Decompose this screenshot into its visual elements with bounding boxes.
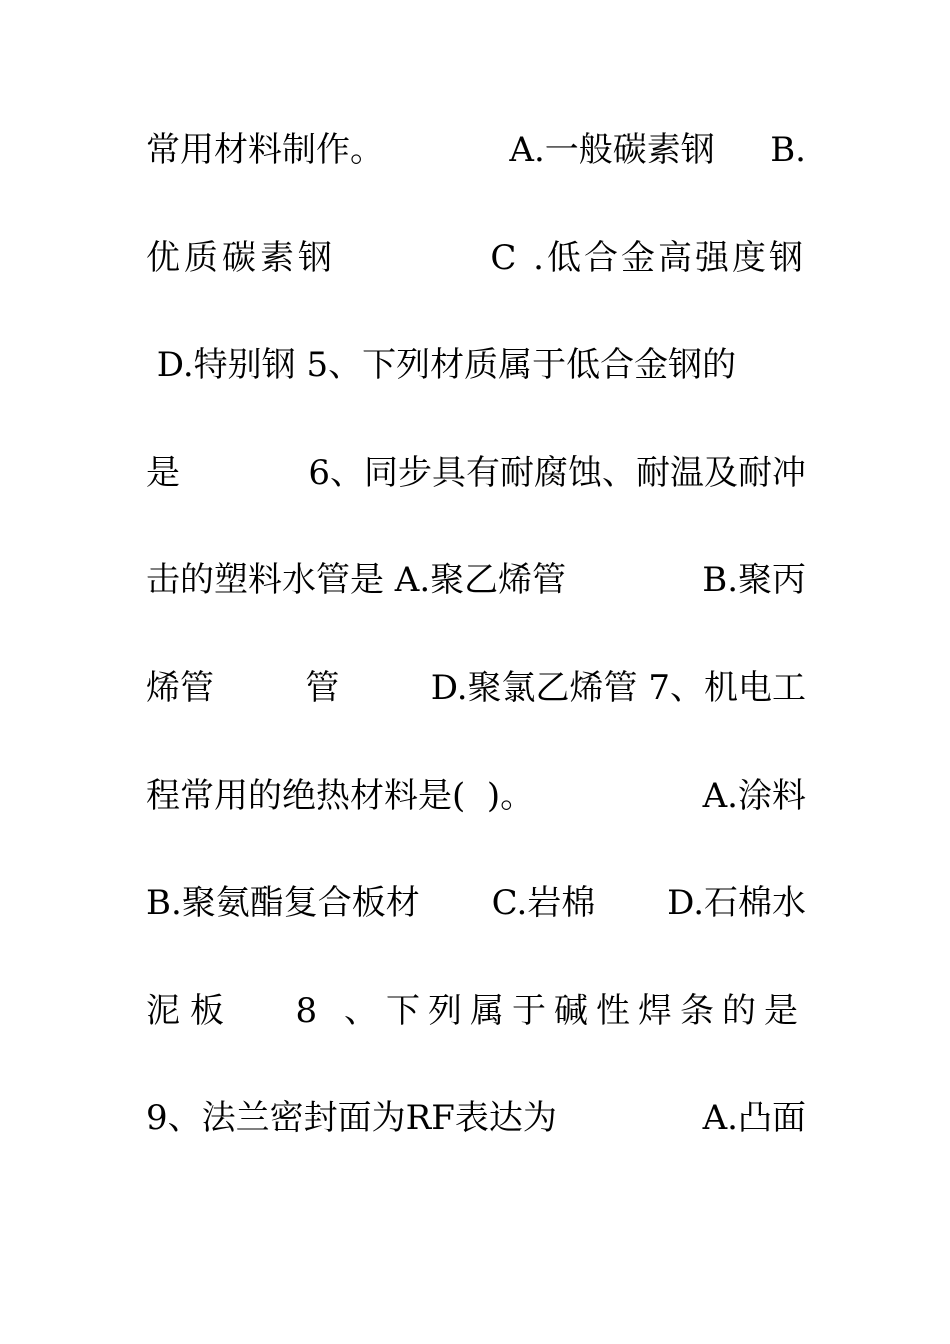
text-segment: D.聚氯乙烯管 7、机电工 <box>430 667 806 708</box>
text-line <box>146 656 806 764</box>
text-segment: D.特别钢 5、下列材质属于低合金钢的 <box>146 345 737 386</box>
text-segment: 9、法兰密封面为RF表达为 <box>146 1098 557 1139</box>
text-line <box>146 1086 806 1194</box>
text-segment: B.聚氨酯复合板材 <box>146 883 420 924</box>
text-line <box>146 871 806 979</box>
text-segment: C .低合金高强度钢 <box>490 237 806 278</box>
text-line <box>146 548 806 656</box>
text-segment: 8 、下列属于碱性焊条的是 <box>295 990 806 1031</box>
text-segment: 优质碳素钢 <box>146 237 336 278</box>
text-segment: A.涂料 <box>702 775 806 816</box>
text-segment: 程常用的绝热材料是( )。 <box>146 775 535 816</box>
text-line <box>146 118 806 226</box>
text-line <box>146 764 806 872</box>
text-segment: 泥板 <box>146 990 234 1031</box>
text-segment: 管 <box>305 667 340 708</box>
text-line <box>146 441 806 549</box>
text-segment: A.一般碳素钢 <box>509 130 715 170</box>
text-segment: B. <box>770 130 806 170</box>
text-segment: 烯管 <box>146 667 214 708</box>
text-segment: 6、同步具有耐腐蚀、耐温及耐冲 <box>308 452 806 493</box>
text-segment: D.石棉水 <box>667 883 806 924</box>
body-text <box>146 118 806 1194</box>
text-line <box>146 333 806 441</box>
text-segment: 击的塑料水管是 A.聚乙烯管 <box>146 560 567 601</box>
text-segment: A.凸面 <box>702 1098 806 1139</box>
text-segment: 常用材料制作。 <box>146 130 384 170</box>
text-line <box>146 979 806 1087</box>
text-segment: 是 <box>146 452 180 493</box>
text-line <box>146 226 806 334</box>
text-segment: B.聚丙 <box>702 560 806 601</box>
text-segment: C.岩棉 <box>491 883 596 924</box>
